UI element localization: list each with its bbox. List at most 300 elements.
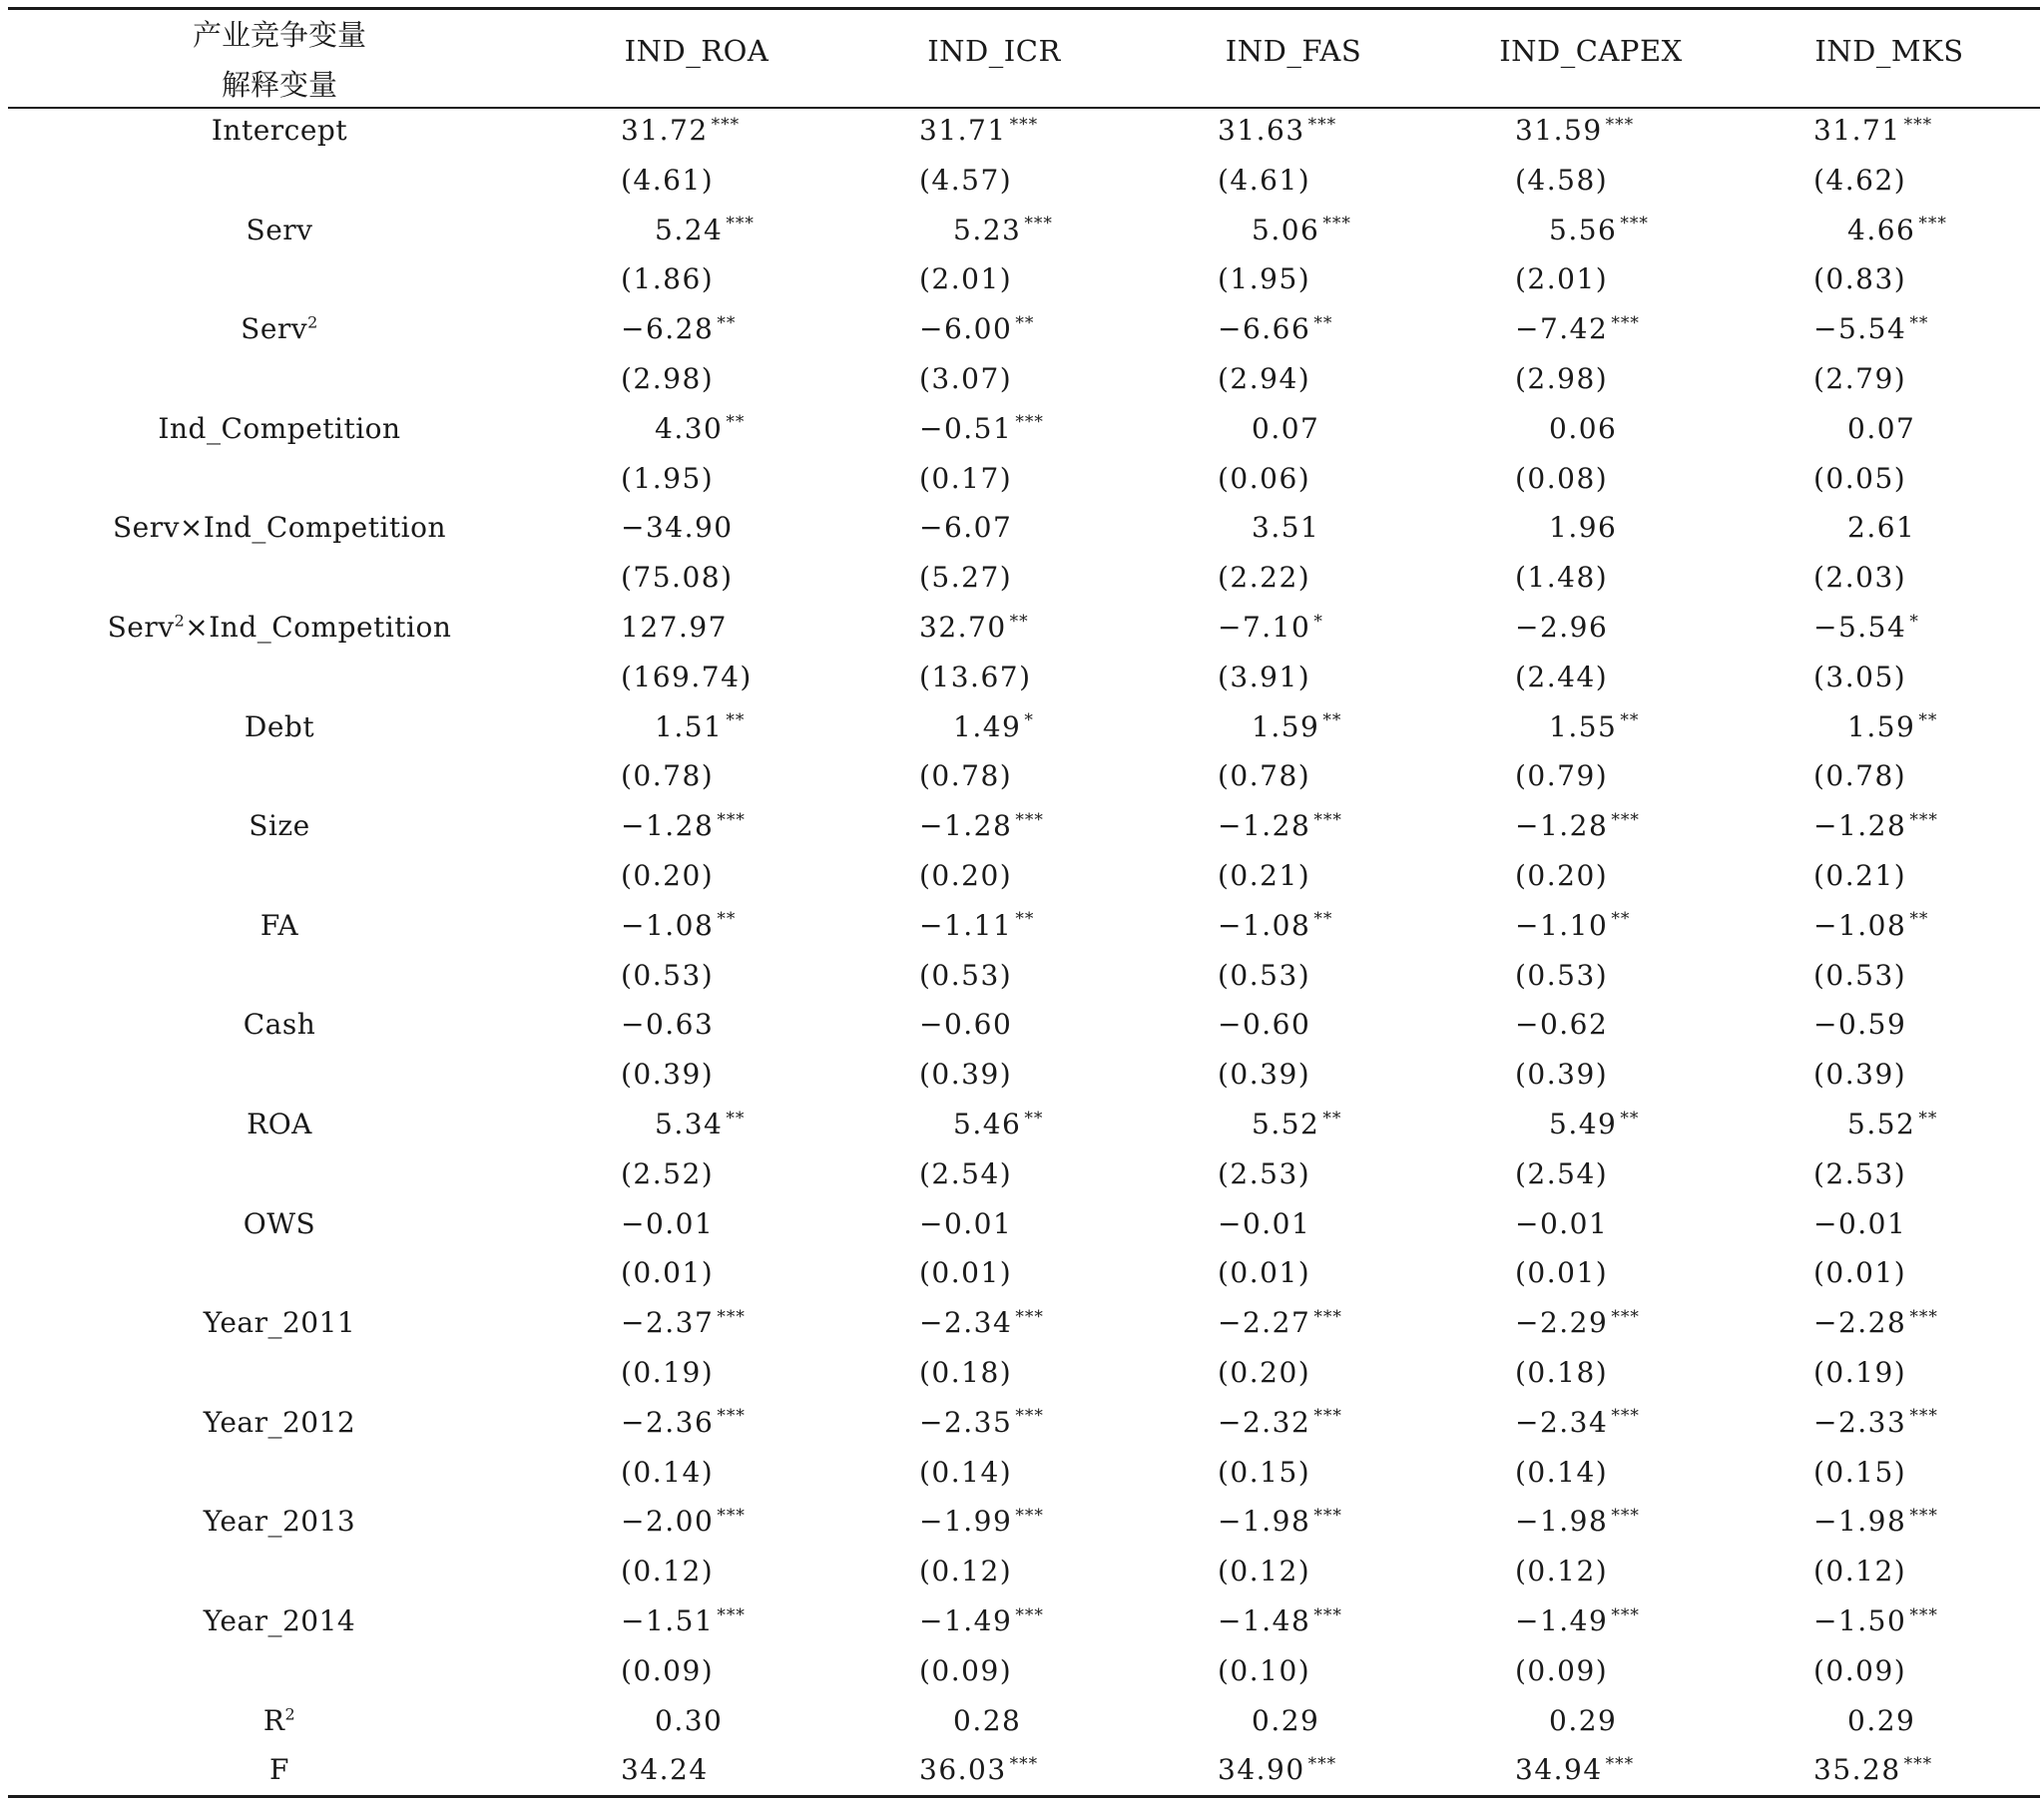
cell-value: (75.08) [621, 561, 734, 595]
standard-error-cell [1813, 561, 1906, 594]
significance-stars: *** [1313, 1506, 1342, 1527]
coefficient-cell [1515, 909, 1630, 942]
standard-error-cell [919, 1256, 1012, 1289]
cell-value: (2.52) [621, 1156, 715, 1190]
row-label [80, 1008, 479, 1041]
row-label [80, 1406, 479, 1439]
cell-value: −7.10 [1218, 611, 1311, 644]
cell-value: 1.51 [655, 709, 724, 743]
coefficient-cell [919, 1306, 1044, 1339]
cell-value: 1.59 [1252, 709, 1320, 743]
cell-value: 32.70 [919, 611, 1007, 644]
row-label-text: Debt [244, 709, 315, 743]
coefficient-cell [1252, 412, 1319, 445]
coefficient-cell [621, 1207, 714, 1240]
coefficient-cell [1813, 1604, 1938, 1637]
coefficient-cell [1515, 1604, 1640, 1637]
cell-value: −1.49 [919, 1604, 1013, 1637]
standard-error-cell [1218, 959, 1310, 992]
cell-value: −6.00 [919, 312, 1013, 346]
significance-stars: ** [1322, 710, 1342, 731]
significance-stars: ** [1620, 710, 1640, 731]
cell-value: 1.55 [1549, 709, 1618, 743]
significance-stars: *** [1313, 809, 1342, 830]
standard-error-cell [1813, 759, 1906, 792]
coefficient-cell [621, 312, 736, 345]
standard-error-cell [1813, 164, 1906, 197]
standard-error-cell [1813, 1555, 1906, 1587]
cell-value: 0.29 [1549, 1703, 1618, 1737]
coefficient-cell [621, 1306, 746, 1339]
column-header-ind-fas: IND_FAS [1225, 34, 1362, 68]
cell-value: −1.48 [1218, 1604, 1311, 1637]
coefficient-cell [1549, 1108, 1639, 1140]
standard-error-cell [1813, 1157, 1906, 1190]
coefficient-cell [1813, 1008, 1906, 1041]
row-label [80, 1108, 479, 1140]
cell-value: (0.17) [919, 461, 1013, 495]
cell-value: −0.01 [1813, 1206, 1907, 1240]
coefficient-cell [621, 1008, 714, 1041]
standard-error-cell [1515, 759, 1608, 792]
coefficient-cell [1549, 214, 1649, 246]
row-label-text: Size [249, 809, 310, 843]
standard-error-cell [1515, 362, 1608, 395]
cell-value: 31.71 [1813, 114, 1901, 147]
coefficient-cell [919, 1207, 1012, 1240]
coefficient-cell [1549, 710, 1639, 743]
cell-value: −1.98 [1515, 1505, 1609, 1539]
significance-stars: *** [1611, 1306, 1640, 1327]
cell-value: (3.05) [1813, 660, 1907, 693]
coefficient-cell [919, 809, 1044, 842]
standard-error-cell [621, 1256, 714, 1289]
significance-stars: *** [1611, 1604, 1640, 1625]
cell-value: (0.12) [621, 1555, 715, 1588]
standard-error-cell [621, 759, 714, 792]
column-header-ind-icr: IND_ICR [927, 34, 1061, 68]
cell-value: 34.24 [621, 1753, 709, 1787]
cell-value: (0.19) [621, 1356, 715, 1389]
cell-value: (0.21) [1813, 859, 1907, 892]
cell-value: −1.98 [1218, 1505, 1311, 1539]
coefficient-cell [919, 511, 1012, 544]
cell-value: (2.54) [919, 1156, 1013, 1190]
cell-value: (0.09) [621, 1653, 715, 1687]
standard-error-cell [919, 959, 1012, 992]
coefficient-cell [1515, 312, 1640, 345]
row-label [80, 1753, 479, 1786]
standard-error-cell [1218, 262, 1310, 295]
coefficient-cell [1515, 1008, 1608, 1041]
row-label [80, 114, 479, 147]
significance-stars: *** [1009, 1754, 1039, 1775]
standard-error-cell [621, 561, 734, 594]
cell-value: (0.83) [1813, 262, 1907, 296]
standard-error-cell [1218, 1555, 1310, 1587]
cell-value: 4.66 [1847, 213, 1916, 246]
row-label [80, 1306, 479, 1339]
cell-value: (2.01) [1515, 262, 1609, 296]
cell-value: (0.01) [621, 1256, 715, 1290]
cell-value: (0.06) [1218, 461, 1311, 495]
cell-value: (4.57) [919, 163, 1013, 197]
coefficient-cell [1515, 1406, 1640, 1439]
cell-value: −1.99 [919, 1505, 1013, 1539]
cell-value: (13.67) [919, 660, 1032, 693]
significance-stars: *** [1918, 214, 1947, 234]
cell-value: −1.10 [1515, 908, 1609, 942]
significance-stars: ** [1909, 312, 1929, 333]
standard-error-cell [1218, 859, 1310, 892]
standard-error-cell [1813, 1456, 1906, 1489]
significance-stars: *** [1909, 1406, 1938, 1427]
cell-value: (0.01) [919, 1256, 1013, 1290]
row-label-text: F [269, 1753, 289, 1787]
standard-error-cell [1515, 164, 1608, 197]
coefficient-cell [1515, 809, 1640, 842]
cell-value: −2.28 [1813, 1306, 1907, 1340]
coefficient-cell [919, 1406, 1044, 1439]
coefficient-cell [1813, 909, 1928, 942]
row-label [80, 1505, 479, 1538]
cell-value: 3.51 [1252, 511, 1320, 545]
stub-header-line-2: 解释变量 [221, 68, 337, 102]
cell-value: 0.29 [1847, 1703, 1916, 1737]
coefficient-cell [1515, 114, 1634, 147]
row-label [80, 511, 479, 544]
coefficient-cell [1218, 1406, 1342, 1439]
cell-value: (4.58) [1515, 163, 1609, 197]
coefficient-cell [1813, 1406, 1938, 1439]
stub-header [150, 10, 409, 110]
standard-error-cell [1218, 462, 1310, 495]
standard-error-cell [919, 1555, 1012, 1587]
cell-value: −34.90 [621, 511, 734, 545]
significance-stars: *** [1903, 1754, 1933, 1775]
standard-error-cell [1813, 262, 1906, 295]
cell-value: −5.54 [1813, 611, 1907, 644]
cell-value: (2.54) [1515, 1156, 1609, 1190]
cell-value: (0.15) [1218, 1455, 1311, 1489]
significance-stars: *** [1313, 1406, 1342, 1427]
cell-value: (0.39) [621, 1058, 715, 1092]
cell-value: 4.30 [655, 411, 724, 445]
cell-value: (0.78) [1813, 759, 1907, 793]
coefficient-cell [953, 214, 1053, 246]
cell-value: (0.12) [919, 1555, 1013, 1588]
coefficient-cell [1847, 214, 1947, 246]
significance-stars: *** [1024, 214, 1053, 234]
cell-value: 31.63 [1218, 114, 1305, 147]
row-label-text: Serv [246, 213, 313, 246]
standard-error-cell [919, 859, 1012, 892]
significance-stars: *** [1313, 1306, 1342, 1327]
significance-stars: ** [726, 710, 746, 731]
coefficient-cell [1515, 1207, 1608, 1240]
standard-error-cell [1515, 1356, 1608, 1389]
cell-value: 36.03 [919, 1753, 1007, 1787]
significance-stars: *** [1313, 1604, 1342, 1625]
coefficient-cell [919, 114, 1038, 147]
standard-error-cell [919, 561, 1012, 594]
standard-error-cell [1813, 462, 1906, 495]
coefficient-cell [1549, 511, 1617, 544]
standard-error-cell [1515, 262, 1608, 295]
coefficient-cell [1847, 1704, 1915, 1737]
significance-stars: ** [1009, 611, 1029, 632]
cell-value: −2.37 [621, 1306, 715, 1340]
significance-stars: *** [1903, 114, 1933, 135]
standard-error-cell [919, 164, 1012, 197]
coefficient-cell [919, 1008, 1012, 1041]
significance-stars: ** [717, 909, 737, 930]
coefficient-cell [621, 1604, 746, 1637]
row-label-superscript: 2 [284, 1704, 296, 1724]
standard-error-cell [621, 1356, 714, 1389]
cell-value: 31.72 [621, 114, 709, 147]
significance-stars: *** [1015, 809, 1044, 830]
cell-value: (4.62) [1813, 163, 1907, 197]
cell-value: (4.61) [621, 163, 715, 197]
cell-value: −1.08 [1813, 908, 1907, 942]
coefficient-cell [919, 312, 1034, 345]
cell-value: 5.34 [655, 1108, 724, 1140]
standard-error-cell [1515, 1256, 1608, 1289]
cell-value: (0.12) [1515, 1555, 1609, 1588]
standard-error-cell [919, 362, 1012, 395]
row-label [80, 710, 479, 743]
cell-value: 0.07 [1847, 411, 1916, 445]
coefficient-cell [1515, 611, 1608, 644]
cell-value: −0.01 [621, 1206, 715, 1240]
standard-error-cell [1813, 362, 1906, 395]
cell-value: (2.22) [1218, 561, 1311, 595]
cell-value: (0.14) [621, 1455, 715, 1489]
standard-error-cell [621, 1555, 714, 1587]
significance-stars: *** [717, 1306, 746, 1327]
cell-value: −2.36 [621, 1405, 715, 1439]
significance-stars: *** [1322, 214, 1351, 234]
standard-error-cell [1218, 1456, 1310, 1489]
cell-value: 127.97 [621, 611, 728, 644]
cell-value: 31.71 [919, 114, 1007, 147]
standard-error-cell [919, 262, 1012, 295]
cell-value: (2.94) [1218, 362, 1311, 395]
significance-stars: ** [1611, 909, 1631, 930]
row-label [80, 412, 479, 445]
cell-value: (0.18) [919, 1356, 1013, 1389]
cell-value: −2.29 [1515, 1306, 1609, 1340]
coefficient-cell [1218, 1604, 1342, 1637]
cell-value: −2.35 [919, 1405, 1013, 1439]
standard-error-cell [621, 1654, 714, 1687]
cell-value: (1.86) [621, 262, 715, 296]
coefficient-cell [1252, 1108, 1341, 1140]
row-label-text: Year_2011 [203, 1306, 356, 1340]
significance-stars: *** [1620, 214, 1649, 234]
coefficient-cell [1813, 1505, 1938, 1538]
cell-value: 1.96 [1549, 511, 1618, 545]
coefficient-cell [1218, 1008, 1310, 1041]
coefficient-cell [1813, 1207, 1906, 1240]
coefficient-cell [1218, 611, 1323, 644]
significance-stars: *** [717, 1604, 746, 1625]
standard-error-cell [919, 1058, 1012, 1091]
cell-value: (2.44) [1515, 660, 1609, 693]
cell-value: 0.07 [1252, 411, 1320, 445]
cell-value: −1.49 [1515, 1604, 1609, 1637]
significance-stars: ** [726, 1108, 746, 1128]
cell-value: −0.60 [1218, 1008, 1311, 1042]
cell-value: 5.56 [1549, 213, 1618, 246]
standard-error-cell [1218, 1256, 1310, 1289]
coefficient-cell [1515, 1753, 1634, 1786]
coefficient-cell [953, 1108, 1043, 1140]
cell-value: (2.53) [1218, 1156, 1311, 1190]
row-label-text: FA [259, 908, 299, 942]
significance-stars: *** [1605, 114, 1635, 135]
coefficient-cell [1252, 710, 1341, 743]
cell-value: (0.14) [1515, 1455, 1609, 1489]
significance-stars: *** [726, 214, 755, 234]
cell-value: −1.51 [621, 1604, 715, 1637]
standard-error-cell [1813, 1256, 1906, 1289]
cell-value: 1.59 [1847, 709, 1916, 743]
cell-value: (2.98) [621, 362, 715, 395]
significance-stars: ** [717, 312, 737, 333]
coefficient-cell [655, 710, 745, 743]
cell-value: −0.60 [919, 1008, 1013, 1042]
row-label-suffix: ×Ind_Competition [185, 611, 452, 644]
cell-value: (0.09) [1813, 1653, 1907, 1687]
significance-stars: ** [1015, 909, 1035, 930]
row-label-text: Serv×Ind_Competition [112, 511, 447, 545]
cell-value: (0.01) [1218, 1256, 1311, 1290]
cell-value: (2.79) [1813, 362, 1907, 395]
coefficient-cell [1218, 809, 1342, 842]
row-label-superscript: 2 [307, 312, 318, 332]
significance-stars: ** [1322, 1108, 1342, 1128]
cell-value: 5.52 [1847, 1108, 1916, 1140]
significance-stars: *** [1015, 1406, 1044, 1427]
cell-value: −1.08 [1218, 908, 1311, 942]
cell-value: −0.63 [621, 1008, 715, 1042]
coefficient-cell [1813, 611, 1919, 644]
cell-value: (0.39) [1218, 1058, 1311, 1092]
cell-value: −2.34 [1515, 1405, 1609, 1439]
significance-stars: ** [1024, 1108, 1044, 1128]
significance-stars: *** [1611, 809, 1640, 830]
standard-error-cell [1218, 1058, 1310, 1091]
standard-error-cell [1515, 959, 1608, 992]
standard-error-cell [1218, 164, 1310, 197]
cell-value: −1.08 [621, 908, 715, 942]
standard-error-cell [1218, 561, 1310, 594]
coefficient-cell [1813, 1306, 1938, 1339]
coefficient-cell [1252, 1704, 1319, 1737]
row-label-text: Year_2013 [203, 1505, 356, 1539]
cell-value: (0.20) [1515, 859, 1609, 892]
cell-value: (0.78) [621, 759, 715, 793]
significance-stars: *** [1611, 1506, 1640, 1527]
coefficient-cell [919, 1505, 1044, 1538]
significance-stars: *** [1009, 114, 1039, 135]
standard-error-cell [621, 164, 714, 197]
cell-value: 5.52 [1252, 1108, 1320, 1140]
standard-error-cell [1813, 959, 1906, 992]
significance-stars: *** [1605, 1754, 1635, 1775]
cell-value: (4.61) [1218, 163, 1311, 197]
cell-value: (0.18) [1515, 1356, 1609, 1389]
cell-value: −1.28 [1813, 809, 1907, 843]
significance-stars: ** [1909, 909, 1929, 930]
coefficient-cell [1813, 312, 1928, 345]
coefficient-cell [1218, 909, 1332, 942]
coefficient-cell [621, 1505, 746, 1538]
coefficient-cell [655, 1108, 745, 1140]
standard-error-cell [1218, 661, 1310, 693]
cell-value: (3.07) [919, 362, 1013, 395]
row-label [80, 909, 479, 942]
cell-value: −2.27 [1218, 1306, 1311, 1340]
significance-stars: *** [1015, 1506, 1044, 1527]
standard-error-cell [1813, 859, 1906, 892]
cell-value: −1.28 [1515, 809, 1609, 843]
cell-value: −0.59 [1813, 1008, 1907, 1042]
cell-value: (2.01) [919, 262, 1013, 296]
coefficient-cell [621, 511, 734, 544]
row-label-text: ROA [247, 1108, 312, 1140]
cell-value: (0.53) [1218, 958, 1311, 992]
cell-value: (0.09) [1515, 1653, 1609, 1687]
coefficient-cell [1847, 710, 1937, 743]
coefficient-cell [1252, 214, 1351, 246]
cell-value: (0.21) [1218, 859, 1311, 892]
cell-value: 0.06 [1549, 411, 1618, 445]
standard-error-cell [621, 959, 714, 992]
standard-error-cell [1515, 462, 1608, 495]
significance-stars: *** [1909, 1604, 1938, 1625]
coefficient-cell [655, 214, 755, 246]
coefficient-cell [1549, 1704, 1617, 1737]
coefficient-cell [1218, 1207, 1310, 1240]
cell-value: −1.28 [1218, 809, 1311, 843]
standard-error-cell [919, 1456, 1012, 1489]
standard-error-cell [1515, 561, 1608, 594]
significance-stars: ** [726, 412, 746, 433]
standard-error-cell [1813, 661, 1906, 693]
cell-value: 5.23 [953, 213, 1022, 246]
cell-value: (0.12) [1218, 1555, 1311, 1588]
significance-stars: ** [1313, 312, 1333, 333]
standard-error-cell [919, 759, 1012, 792]
cell-value: 31.59 [1515, 114, 1603, 147]
cell-value: −2.00 [621, 1505, 715, 1539]
coefficient-cell [1847, 1108, 1937, 1140]
significance-stars: *** [717, 1506, 746, 1527]
standard-error-cell [621, 362, 714, 395]
standard-error-cell [621, 1058, 714, 1091]
cell-value: (0.10) [1218, 1653, 1311, 1687]
row-label-text: Year_2014 [203, 1604, 356, 1637]
cell-value: (0.79) [1515, 759, 1609, 793]
cell-value: −1.11 [919, 908, 1013, 942]
coefficient-cell [919, 611, 1029, 644]
coefficient-cell [1218, 1306, 1342, 1339]
cell-value: (0.39) [1515, 1058, 1609, 1092]
standard-error-cell [1515, 1157, 1608, 1190]
